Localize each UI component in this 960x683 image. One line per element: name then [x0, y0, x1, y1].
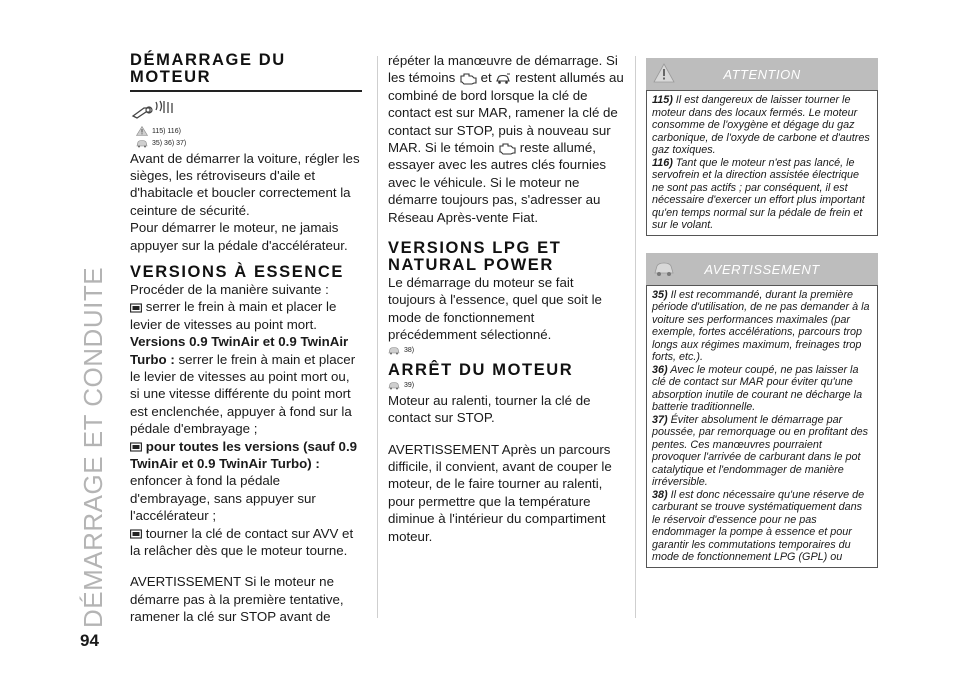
- warning-item: [652, 289, 872, 364]
- warning-item-text: Il est donc nécessaire qu'une réserve de carburant se trouve systématiquement dans le réservoir d'essence pour ne pas endommager la pompe à essence et pour garantir les commutations temporaires du mode de fonctionnement LPG (GPL) ou: [652, 488, 865, 563]
- warning-triangle-icon: [136, 126, 148, 136]
- chapter-side-title: [78, 58, 108, 628]
- warning-item-text: Il est dangereux de laisser tourner le moteur dans des locaux fermés. Le moteur consomme de l'oxygène et dégage du gaz carbonique, de l'oxyde de carbone et d'autres gaz toxiques.: [652, 94, 870, 156]
- bullet-item: pour toutes les versions (sauf 0.9 TwinAir et 0.9 TwinAir Turbo) : enfoncer à fond la pédale d'embrayage, sans appuyer sur l'accélérateur ;: [130, 438, 358, 524]
- bullet-item: tourner la clé de contact sur AVV et la relâcher dès que le moteur tourne.: [130, 525, 354, 559]
- car-warning-icon: [388, 345, 400, 355]
- attention-header: [646, 58, 878, 90]
- page-number: 94: [80, 631, 99, 650]
- car-key-icon: [495, 72, 511, 86]
- column-divider: [635, 56, 636, 618]
- warning-item: [652, 94, 872, 157]
- key-ignition-icon: [130, 98, 362, 125]
- warning-item: [652, 489, 872, 564]
- car-warning-icon: [388, 380, 400, 390]
- column-divider: [377, 56, 378, 618]
- avertissement-header: [646, 253, 878, 285]
- warning-item: [652, 157, 872, 232]
- warning-item-number: 115): [652, 94, 673, 106]
- paragraph: Pour démarrer le moteur, ne jamais appuyer sur la pédale d'accélérateur.: [130, 220, 348, 253]
- engine-warning-icon: [498, 142, 516, 156]
- column-1: [130, 52, 362, 626]
- paragraph: Avant de démarrer la voiture, régler les sièges, les rétroviseurs d'aile et d'habitacle et boucler correctement la ceinture de sécurité.: [130, 150, 360, 218]
- attention-box: [646, 90, 878, 236]
- section-title-essence: VERSIONS À ESSENCE: [130, 262, 345, 281]
- avertissement-label: AVERTISSEMENT: [704, 261, 820, 277]
- section-title-arret: ARRÊT DU MOTEUR: [388, 360, 574, 379]
- column-3: [646, 58, 878, 568]
- title-rule: [130, 90, 362, 92]
- warning-item-number: 38): [652, 488, 668, 501]
- warning-refs-1: 115) 116): [136, 126, 362, 137]
- bullet-icon: [130, 303, 142, 313]
- warning-item: [652, 364, 872, 414]
- attention-label: ATTENTION: [723, 67, 801, 82]
- avertissement-paragraph: AVERTISSEMENT Après un parcours difficile, il convient, avant de couper le moteur, de le faire tourner au ralenti, pour permettre que la température diminue à l'intérieur du compartiment moteur.: [388, 441, 612, 544]
- warning-item-text: Éviter absolument le démarrage par poussée, par remorquage ou en profitant des pentes. Ces manœuvres pourraient provoquer l'arrivée de carburant dans le pot catalytique et l'endommager de manière irréversible.: [652, 413, 869, 488]
- avertissement-box: [646, 285, 878, 568]
- bullet-icon: [130, 442, 142, 452]
- warning-ref: 39): [388, 380, 624, 391]
- warning-refs-2: 35) 36) 37): [136, 138, 362, 149]
- warning-item: [652, 414, 872, 489]
- car-warning-icon: [136, 138, 148, 148]
- paragraph-warning-lights: répéter la manœuvre de démarrage. Si les témoins et restent allumés au combiné de bord lorsque la clé de contact est sur MAR, ramener la clé de contact sur STOP, puis à nouveau sur MAR. Si le témoin reste allumé, essayer avec les autres clés fournies avec le véhicule. Si le moteur ne démarre toujours pas, s'adresser au Réseau Après-vente Fiat.: [388, 53, 624, 225]
- section-title-lpg: VERSIONS LPG ET NATURAL POWER: [388, 239, 562, 275]
- warning-item-text: Il est recommandé, durant la première période d'utilisation, de ne pas demander à la voiture ses performances maximales (par exemple, fortes accélérations, parcours trop longs aux régimes maximum, freinages trop forts, etc.).: [652, 288, 870, 363]
- section-title-demarrage: DÉMARRAGE DU MOTEUR: [130, 51, 286, 86]
- paragraph: Procéder de la manière suivante :: [130, 281, 329, 297]
- warning-item-text: Avec le moteur coupé, ne pas laisser la clé de contact sur MAR pour éviter qu'une absorption inutile de courant ne décharge la batterie traditionnelle.: [652, 363, 863, 413]
- bullet-icon: [130, 529, 142, 539]
- engine-warning-icon: [459, 72, 477, 86]
- avertissement-paragraph: AVERTISSEMENT Si le moteur ne démarre pas à la première tentative, ramener la clé sur STOP avant de: [130, 574, 344, 625]
- chapter-side-title-text: DÉMARRAGE ET CONDUITE: [78, 266, 108, 628]
- versions-paragraph: Versions 0.9 TwinAir et 0.9 TwinAir Turbo : serrer le frein à main et placer le levier de vitesses au point mort ou, si une vitesse différente du point mort est enclenchée, appuyer à fond sur la pédale d'embrayage ;: [130, 334, 356, 437]
- warning-item-number: 116): [652, 156, 673, 169]
- warning-item-number: 37): [652, 413, 668, 426]
- warning-item-text: Tant que le moteur n'est pas lancé, le servofrein et la direction assistée électrique ne sont pas actifs ; par conséquent, il est nécessaire d'exercer un effort plus important qu'en temps normal sur la pédale de frein et sur le volant.: [652, 156, 865, 231]
- warning-item-number: 35): [652, 288, 668, 301]
- paragraph: Moteur au ralenti, tourner la clé de contact sur STOP.: [388, 392, 591, 426]
- warning-ref: 38): [388, 345, 624, 356]
- paragraph: Le démarrage du moteur se fait toujours à l'essence, quel que soit le mode de fonctionnement précédemment sélectionné.: [388, 275, 602, 343]
- bullet-item: serrer le frein à main et placer le levier de vitesses au point mort.: [130, 299, 337, 332]
- column-2: [388, 52, 624, 545]
- warning-item-number: 36): [652, 363, 668, 376]
